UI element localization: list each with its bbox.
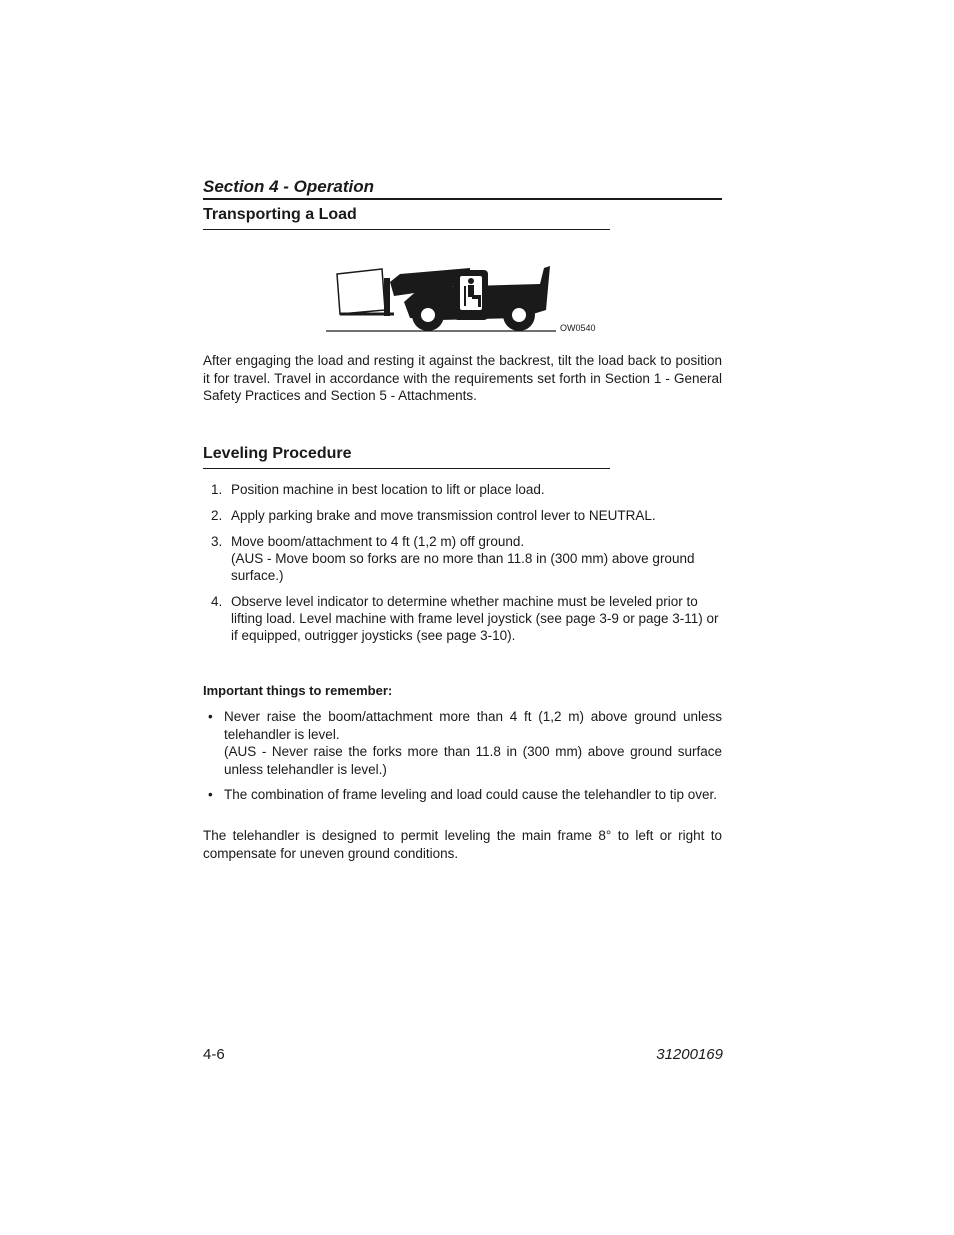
step-text: Position machine in best location to lift or place load. — [231, 482, 545, 497]
step-text: Observe level indicator to determine whether machine must be leveled prior to lifting load. Level machine with frame level joystick (see page 3-9 or page 3-11) or if equipped, outrigger joysticks (see page 3-10). — [231, 594, 719, 643]
important-label: Important things to remember: — [203, 683, 393, 698]
list-item — [203, 481, 722, 498]
list-item — [203, 786, 722, 804]
telehandler-illustration — [320, 258, 610, 338]
closing-paragraph: The telehandler is designed to permit leveling the main frame 8° to left or right to compensate for uneven ground conditions. — [203, 828, 722, 861]
step-subtext: (AUS - Move boom so forks are no more than 11.8 in (300 mm) above ground surface.) — [231, 551, 695, 583]
step-text: Move boom/attachment to 4 ft (1,2 m) off ground. — [231, 534, 525, 549]
transport-heading: Transporting a Load — [203, 206, 610, 230]
section-header: Section 4 - Operation — [203, 177, 722, 200]
figure-id: OW0540 — [560, 323, 596, 333]
step-number: 1. — [211, 482, 223, 497]
important-bullets — [203, 708, 722, 812]
transport-paragraph: After engaging the load and resting it against the backrest, tilt the load back to position it for travel. Travel in accordance with the requirements set forth in Section 1 - General Safety Practices and Section 5 - Attachments. — [203, 353, 722, 403]
step-text: Apply parking brake and move transmission control lever to NEUTRAL. — [231, 508, 656, 523]
list-item — [203, 507, 722, 524]
step-number: 3. — [211, 534, 223, 549]
bullet-text: The combination of frame leveling and load could cause the telehandler to tip over. — [224, 787, 718, 802]
list-item — [203, 593, 722, 644]
step-number: 4. — [211, 594, 223, 609]
step-number: 2. — [211, 508, 223, 523]
leveling-steps — [203, 481, 722, 653]
bullet-subtext: (AUS - Never raise the forks more than 11.8 in (300 mm) above ground surface unless telehandler is level.) — [224, 744, 722, 777]
list-item — [203, 708, 722, 778]
leveling-heading: Leveling Procedure — [203, 445, 610, 469]
bullet-icon: • — [208, 709, 213, 724]
document-number: 31200169 — [656, 1046, 723, 1063]
bullet-icon: • — [208, 787, 213, 802]
bullet-text: Never raise the boom/attachment more than 4 ft (1,2 m) above ground unless telehandler is level. — [224, 709, 722, 742]
page-number: 4-6 — [203, 1046, 225, 1063]
telehandler-figure — [320, 258, 610, 338]
list-item — [203, 533, 722, 584]
